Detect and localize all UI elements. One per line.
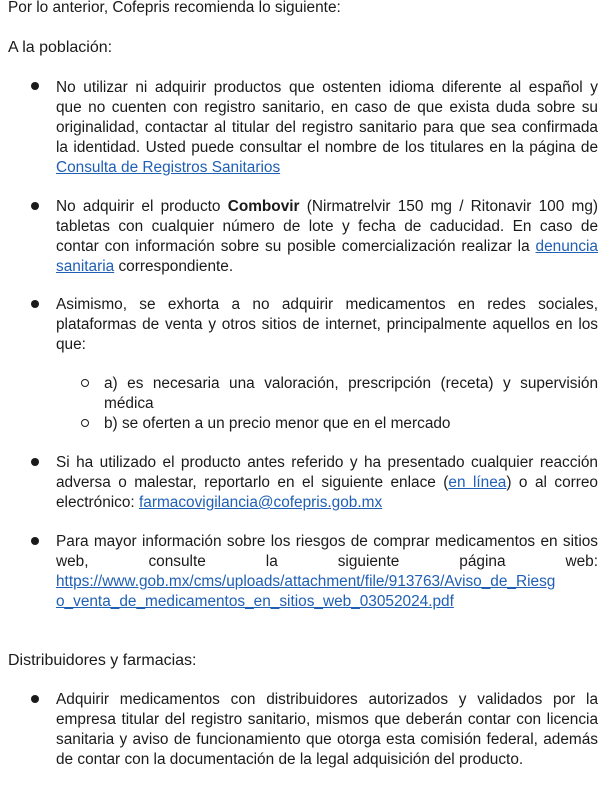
item6-line3: sanitaria y aviso de funcionamiento que otorga esta comisión federal, además [56,731,598,748]
item5-line2: web, consulte la siguiente página web: [56,553,598,570]
bullet-icon [31,82,39,90]
item4-line3-pre: electrónico: [56,494,139,511]
item3-line3: que: [56,336,86,353]
link-email-farmacovigilancia[interactable]: farmacovigilancia@cofepris.gob.mx [138,494,383,511]
bullet-icon [31,202,39,210]
bullet-icon [31,300,39,308]
item1-line2: que no cuenten con registro sanitario, en caso de que exista duda sobre su [56,99,598,116]
list-item-2 [56,197,598,277]
item1-line4: la identidad. Usted puede consultar el nombre de los titulares en la página de [56,139,598,156]
link-aviso-riesgo-url[interactable]: https://www.gob.mx/cms/uploads/attachment/file/913763/Aviso_de_Riesg [56,573,556,590]
bullet-icon [31,537,39,545]
list-item-3 [56,295,598,355]
sub-item-a-line1: a) es necesaria una valoración, prescripción (receta) y supervisión [104,375,598,392]
link-denuncia-sanitaria[interactable]: denuncia [535,238,598,255]
link-consulta-registros-sanitarios[interactable]: Consulta de Registros Sanitarios [56,159,281,176]
list-item-1 [56,78,598,178]
list-item-6 [56,690,598,770]
product-name-combovir: Combovir [227,198,300,215]
sub-item-b-line1: b) se oferten a un precio menor que en el mercado [104,415,451,432]
circle-bullet-icon [81,419,89,427]
item3-line1: Asimismo, se exhorta a no adquirir medicamentos en redes sociales, [56,296,598,313]
link-en-linea[interactable]: en línea [448,474,507,491]
section-heading-population: A la población: [8,39,113,56]
item2-line1-post: (Nirmatrelvir 150 mg / Ritonavir 100 mg) [299,198,598,215]
list-item-5 [56,532,598,612]
item4-line1: Si ha utilizado el producto antes referido y ha presentado cualquier reacción [56,454,598,471]
item6-line1: Adquirir medicamentos con distribuidores autorizados y validados por la [56,691,598,708]
item4-line2-pre: adversa o malestar, reportarlo en el siguiente enlace ( [56,474,449,491]
item2-line2: tabletas con cualquier número de lote y fecha de caducidad. En caso de [56,218,598,235]
circle-bullet-icon [81,379,89,387]
bullet-icon [31,458,39,466]
section-heading-distributors: Distribuidores y farmacias: [8,652,197,669]
intro-text: Por lo anterior, Cofepris recomienda lo siguiente: [8,0,341,16]
item5-line1: Para mayor información sobre los riesgos de comprar medicamentos en sitios [56,533,598,550]
item2-line4-post: correspondiente. [114,258,234,275]
item6-line2: empresa titular del registro sanitario, mismos que deberán contar con licencia [56,711,598,728]
item1-line1: No utilizar ni adquirir productos que ostenten idioma diferente al español y [56,79,598,96]
item3-line2: plataformas de venta y otros sitios de internet, principalmente aquellos en los [56,316,598,333]
item1-line3: originalidad, contactar al titular del registro sanitario para que sea confirmada [56,119,598,136]
link-denuncia-sanitaria-cont[interactable]: sanitaria [56,258,115,275]
item2-line1-pre: No adquirir el producto [56,198,228,215]
sub-item-b [104,414,598,434]
list-item-4 [56,453,598,513]
sub-item-a [104,374,598,414]
sub-item-a-line2: médica [104,395,154,412]
bullet-icon [31,695,39,703]
item2-line3-pre: contar con información sobre su posible comercialización realizar la [56,238,536,255]
link-aviso-riesgo-url-cont[interactable]: o_venta_de_medicamentos_en_sitios_web_03052024.pdf [56,593,454,610]
item6-line4: de contar con la documentación de la legal adquisición del producto. [56,751,524,768]
item4-line2-post: ) o al correo [506,474,598,491]
